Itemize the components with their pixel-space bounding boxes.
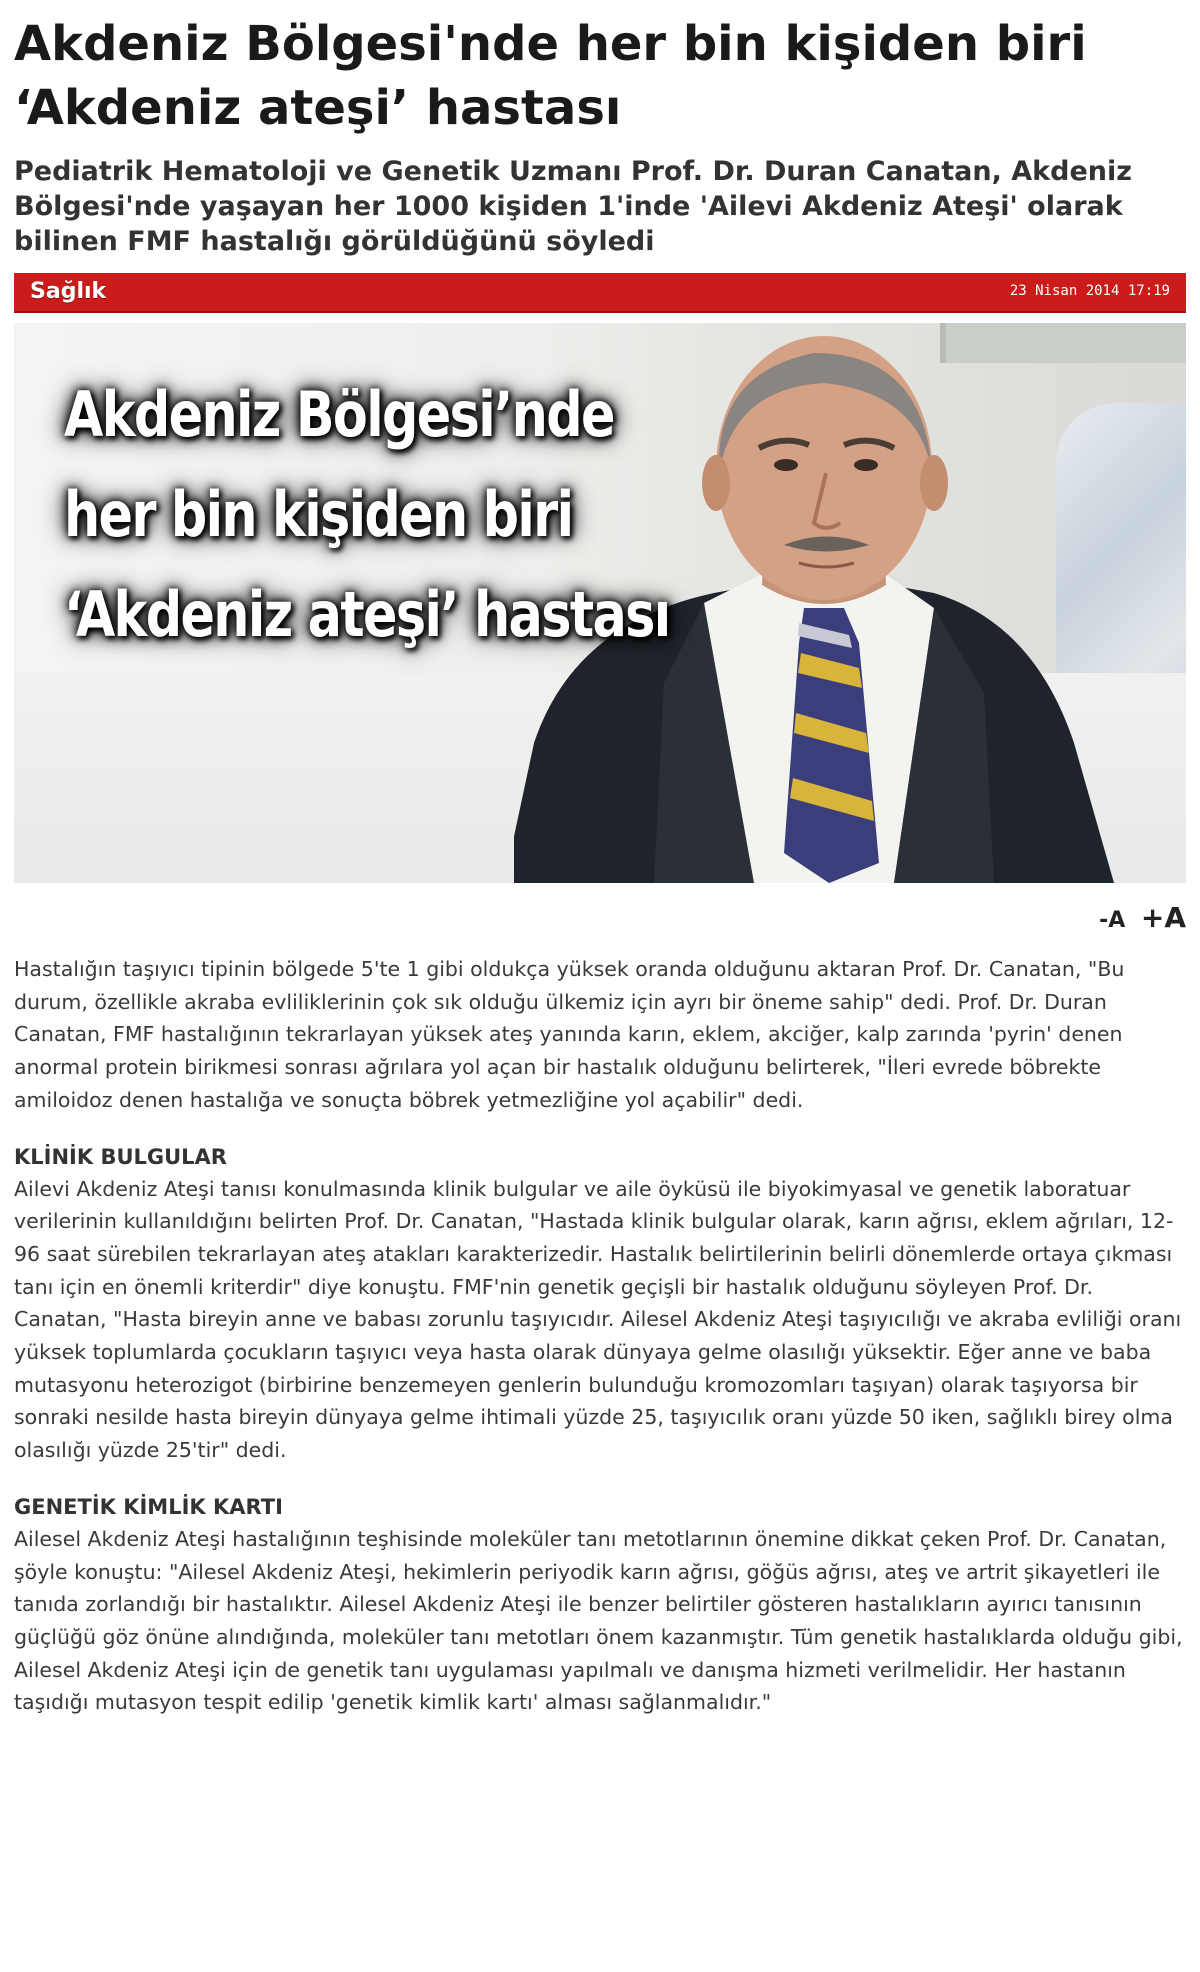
category-bar [14,273,1186,313]
category-link[interactable]: Sağlık [30,279,107,304]
section-heading-clinical: KLİNİK BULGULAR [14,1144,227,1169]
decrease-font-button[interactable]: -A [1099,908,1126,933]
lead-summary: Pediatrik Hematoloji ve Genetik Uzmanı Prof. Dr. Duran Canatan, Akdeniz Bölgesi'nde yaşayan her 1000 kişiden 1'inde 'Ailevi Akdeniz Ateşi' olarak bilinen FMF hastalığı görüldüğünü söyledi [14,156,1132,257]
hero-overlay-line-3: ‘Akdeniz ateşi’ hastası [64,578,670,651]
paragraph-genetic: Ailesel Akdeniz Ateşi hastalığının teşhisinde moleküler tanı metotlarının önemine dikkat çeken Prof. Dr. Canatan, şöyle konuştu: "Ailesel Akdeniz Ateşi, hekimlerin periyodik karın ağrısı, göğüs ağrısı, ateş ve artrit şikayetleri ile tanıda zorlandığı bir hastalıktır. Ailesel Akdeniz Ateşi ile benzer belirtiler gösteren hastalıkların ayırıcı tanısının güçlüğü göz önüne alındığında, moleküler tanı metotları önem kazanmıştır. Tüm genetik hastalıklarda olduğu gibi, Ailesel Akdeniz Ateşi için de genetik tanı uygulaması yapılmalı ve danışma hizmeti verilmelidir. Her hastanın taşıdığı mutasyon tespit edilip 'genetik kimlik kartı' alması sağlanmalıdır." [14,1526,1183,1715]
hero-overlay-title [64,365,670,665]
article-body [14,953,1186,1719]
hero-image [14,323,1186,883]
paragraph-clinical: Ailevi Akdeniz Ateşi tanısı konulmasında klinik bulgular ve aile öyküsü ile biyokimyasal ve genetik laboratuar verilerinin kullanıldığını belirten Prof. Dr. Canatan, "Hastada klinik bulgular olarak, karın ağrısı, eklem ağrıları, 12-96 saat sürebilen tekrarlayan ateş atakları karakterizedir. Hastalık belirtilerinin belirli dönemlerde ortaya çıkması tanı için en önemli kriterdir" diye konuştu. FMF'nin genetik geçişli bir hastalık olduğunu söyleyen Prof. Dr. Canatan, "Hasta bireyin anne ve babası zorunlu taşıyıcıdır. Ailesel Akdeniz Ateşi taşıyıcılığı ve akraba evliliği oranı yüksek toplumlarda çocukların taşıyıcı veya hasta olarak dünyaya gelme olasılığı yüksektir. Eğer anne ve baba mutasyonu heterozigot (birbirine benzemeyen genlerin bulunduğu kromozomları taşıyan) olarak taşıyorsa bir sonraki nesilde hasta bireyin dünyaya gelme ihtimali yüzde 25, taşıyıcılık oranı yüzde 50 iken, sağlıklı birey olma olasılığı yüzde 25'tir" dedi. [14,1176,1182,1463]
increase-font-button[interactable]: +A [1140,901,1186,934]
hero-overlay-line-2: her bin kişiden biri [64,478,573,551]
headline: Akdeniz Bölgesi'nde her bin kişiden biri ‘Akdeniz ateşi’ hastası [14,16,1087,136]
font-size-controls [14,901,1186,935]
section-heading-genetic: GENETİK KİMLİK KARTI [14,1494,283,1519]
paragraph-intro: Hastalığın taşıyıcı tipinin bölgede 5'te 1 gibi oldukça yüksek oranda olduğunu aktaran Prof. Dr. Canatan, "Bu durum, özellikle akraba evliliklerinin çok sık olduğu ülkemiz için ayrı bir öneme sahip" dedi. Prof. Dr. Duran Canatan, FMF hastalığının tekrarlayan yüksek ateş yanında karın, eklem, akciğer, kalp zarında 'pyrin' denen anormal protein birikmesi sonrası ağrılara yol açan bir hastalık olduğunu belirterek, "İleri evrede böbrekte amiloidoz denen hastalığa ve sonuçta böbrek yetmezliğine yol açabilir" dedi. [14,957,1125,1112]
publish-date: 23 Nisan 2014 17:19 [1009,283,1170,299]
hero-overlay-line-1: Akdeniz Bölgesi’nde [64,378,614,451]
article-page [14,0,1186,1719]
